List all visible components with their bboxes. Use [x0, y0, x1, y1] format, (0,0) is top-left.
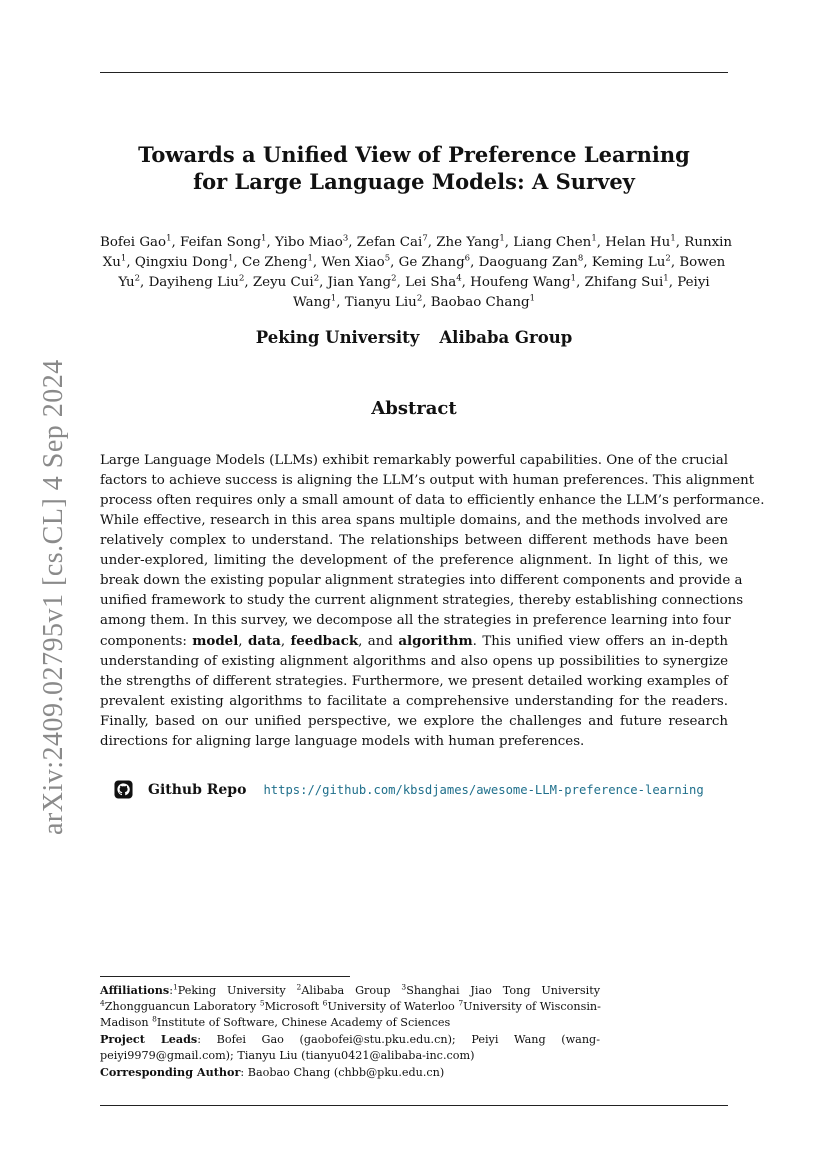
abstract-components-line: components: model, data, feedback, and algorithm. This unified view offers an in-depth	[100, 633, 729, 649]
top-rule	[100, 72, 728, 73]
affiliations-line-2: $^4$Zhongguancun Laboratory $^5$Microsoft $^6$University of Waterloo $^7$University of Wisconsin-	[100, 998, 601, 1013]
affiliations-line-3: Madison $^8$Institute of Software, Chinese Academy of Sciences	[100, 1014, 451, 1029]
abstract-line: break down the existing popular alignment strategies into different components and provide a	[100, 573, 743, 588]
footnote-rule	[100, 976, 350, 977]
author-list	[100, 233, 733, 313]
affiliation-marker: 3	[342, 233, 349, 244]
author-name: Runxin	[684, 235, 733, 250]
affiliation-marker: 1	[330, 293, 337, 304]
abstract-line: prevalent existing algorithms to facilitate a comprehensive understanding for the readers.	[100, 694, 728, 709]
corresponding-label: Corresponding Author	[100, 1065, 241, 1079]
title-line-2: for Large Language Models: A Survey	[193, 169, 635, 194]
component-algorithm: algorithm	[398, 633, 473, 649]
components-suffix: . This unified view offers an in-depth	[472, 634, 729, 649]
abstract-line: understanding of existing alignment algorithms and also opens up possibilities to synergize	[100, 654, 728, 669]
affiliation-marker: 1	[663, 273, 669, 284]
affiliation-marker: 7	[422, 233, 428, 244]
affiliation-marker: 1	[670, 233, 676, 244]
abstract-line: Large Language Models (LLMs) exhibit remarkably powerful capabilities. One of the crucial	[100, 453, 729, 468]
github-icon	[114, 780, 133, 799]
repo-label: Github Repo	[148, 781, 247, 798]
author-name: Jian Yang	[327, 275, 392, 290]
author-name: Bofei Gao	[100, 235, 167, 250]
paper-title	[100, 141, 728, 195]
abstract-line: Finally, based on our unified perspective, we explore the challenges and future research	[100, 714, 728, 729]
author-name: Liang Chen	[513, 235, 592, 250]
abstract-line: factors to achieve success is aligning the LLM’s output with human preferences. This alignment	[100, 473, 755, 488]
affiliations-line-1: Affiliations:$^1$Peking University $^2$Alibaba Group $^3$Shanghai Jiao Tong University	[100, 982, 601, 997]
abstract-line: among them. In this survey, we decompose all the strategies in preference learning into four	[100, 613, 731, 628]
author-name: Feifan Song	[180, 235, 262, 250]
corresponding-author-line: Corresponding Author: Baobao Chang (chbb@pku.edu.cn)	[100, 1065, 445, 1079]
author-name: Bowen	[679, 255, 726, 270]
author-line: Xu$^1$, Qingxiu Dong$^1$, Ce Zheng$^1$, Wen Xiao$^5$, Ge Zhang$^6$, Daoguang Zan$^8$, Keming Lu$^2$, Bowen	[102, 253, 726, 270]
author-line: Wang$^1$, Tianyu Liu$^2$, Baobao Chang$^1$	[293, 293, 535, 310]
project-leads-line-1: Project Leads: Bofei Gao (gaobofei@stu.pku.edu.cn); Peiyi Wang (wang-	[100, 1032, 600, 1046]
component-model: model	[192, 633, 239, 649]
author-line: Bofei Gao$^1$, Feifan Song$^1$, Yibo Miao$^3$, Zefan Cai$^7$, Zhe Yang$^1$, Liang Chen$^1$, Helan Hu$^1$, Runxin	[100, 233, 733, 250]
author-name: Lei Sha	[405, 275, 457, 290]
affiliation-marker: 1	[570, 273, 577, 284]
repo-link[interactable]: https://github.com/kbsdjames/awesome-LLM-preference-learning	[263, 782, 704, 797]
author-name: Qingxiu Dong	[134, 255, 229, 270]
author-name: Ce Zheng	[241, 255, 308, 270]
affiliation-marker: 2	[665, 253, 671, 264]
affiliations-label: Affiliations	[100, 983, 170, 997]
affiliation-marker: 1	[499, 233, 505, 244]
abstract-line: directions for aligning large language models with human preferences.	[100, 734, 585, 749]
affiliation-marker: 1	[228, 253, 234, 264]
affiliation-marker: 2	[238, 273, 245, 284]
project-leads-label: Project Leads	[100, 1032, 198, 1046]
author-name: Baobao Chang	[430, 295, 530, 310]
affiliation-marker: 8	[577, 253, 584, 264]
abstract-line: process often requires only a small amount of data to efficiently enhance the LLM’s performance.	[100, 493, 765, 508]
abstract-line: relatively complex to understand. The relationships between different methods have been	[100, 533, 728, 548]
abstract-line: While effective, research in this area spans multiple domains, and the methods involved are	[100, 513, 728, 528]
components-and: , and	[358, 634, 399, 649]
author-name: Peiyi	[677, 275, 710, 290]
author-name: Xu	[102, 255, 121, 270]
component-feedback: feedback	[290, 633, 359, 649]
title-line-1: Towards a Unified View of Preference Learning	[138, 142, 690, 167]
abstract-body	[100, 451, 765, 752]
arxiv-identifier: arXiv:2409.02795v1 [cs.CL] 4 Sep 2024	[38, 359, 69, 835]
affiliation-marker: 1	[591, 233, 597, 244]
abstract-line: under-explored, limiting the development of the preference alignment. In light of this, we	[100, 553, 728, 568]
affiliation-marker: 2	[313, 273, 320, 284]
institution-peking: Peking University	[255, 328, 420, 347]
author-name: Yu	[118, 275, 135, 290]
components-prefix: components:	[100, 634, 193, 649]
affiliation-marker: 2	[391, 273, 397, 284]
abstract-heading: Abstract	[371, 398, 457, 419]
author-name: Wang	[293, 295, 331, 310]
abstract-line: unified framework to study the current alignment strategies, thereby establishing connections	[100, 593, 744, 608]
affiliation-marker: 2	[134, 273, 141, 284]
institutions	[100, 328, 728, 347]
author-line: Yu$^2$, Dayiheng Liu$^2$, Zeyu Cui$^2$, Jian Yang$^2$, Lei Sha$^4$, Houfeng Wang$^1$, Zhifang Sui$^1$, Peiyi	[118, 273, 710, 290]
affiliation-marker: 6	[464, 253, 471, 264]
affiliation-marker: 1	[529, 293, 535, 304]
author-name: Dayiheng Liu	[148, 275, 239, 290]
author-name: Keming Lu	[591, 255, 666, 270]
author-name: Zhe Yang	[436, 235, 500, 250]
affiliation-marker: 1	[307, 253, 313, 264]
affiliation-marker: 1	[120, 253, 127, 264]
author-name: Zefan Cai	[356, 235, 423, 250]
author-name: Yibo Miao	[274, 235, 343, 250]
footnote	[100, 982, 600, 1081]
abstract-line: the strengths of different strategies. Furthermore, we present detailed working examples of	[100, 674, 728, 689]
author-name: Helan Hu	[605, 235, 671, 250]
author-name: Zhifang Sui	[584, 275, 664, 290]
project-leads-line-2: peiyi9979@gmail.com); Tianyu Liu (tianyu0421@alibaba-inc.com)	[100, 1049, 475, 1062]
affiliation-marker: 2	[416, 293, 423, 304]
author-name: Daoguang Zan	[478, 255, 578, 270]
affiliation-marker: 1	[261, 233, 267, 244]
author-name: Wen Xiao	[321, 255, 385, 270]
component-data: data	[247, 633, 281, 649]
author-name: Tianyu Liu	[344, 295, 417, 310]
github-repo-row	[114, 780, 704, 799]
affiliation-marker: 1	[166, 233, 172, 244]
institution-alibaba: Alibaba Group	[439, 328, 573, 347]
author-name: Ge Zhang	[398, 255, 465, 270]
author-name: Zeyu Cui	[252, 275, 314, 290]
bottom-rule	[100, 1105, 728, 1106]
author-name: Houfeng Wang	[470, 275, 571, 290]
affiliation-marker: 5	[384, 253, 391, 264]
affiliation-marker: 4	[456, 273, 462, 284]
